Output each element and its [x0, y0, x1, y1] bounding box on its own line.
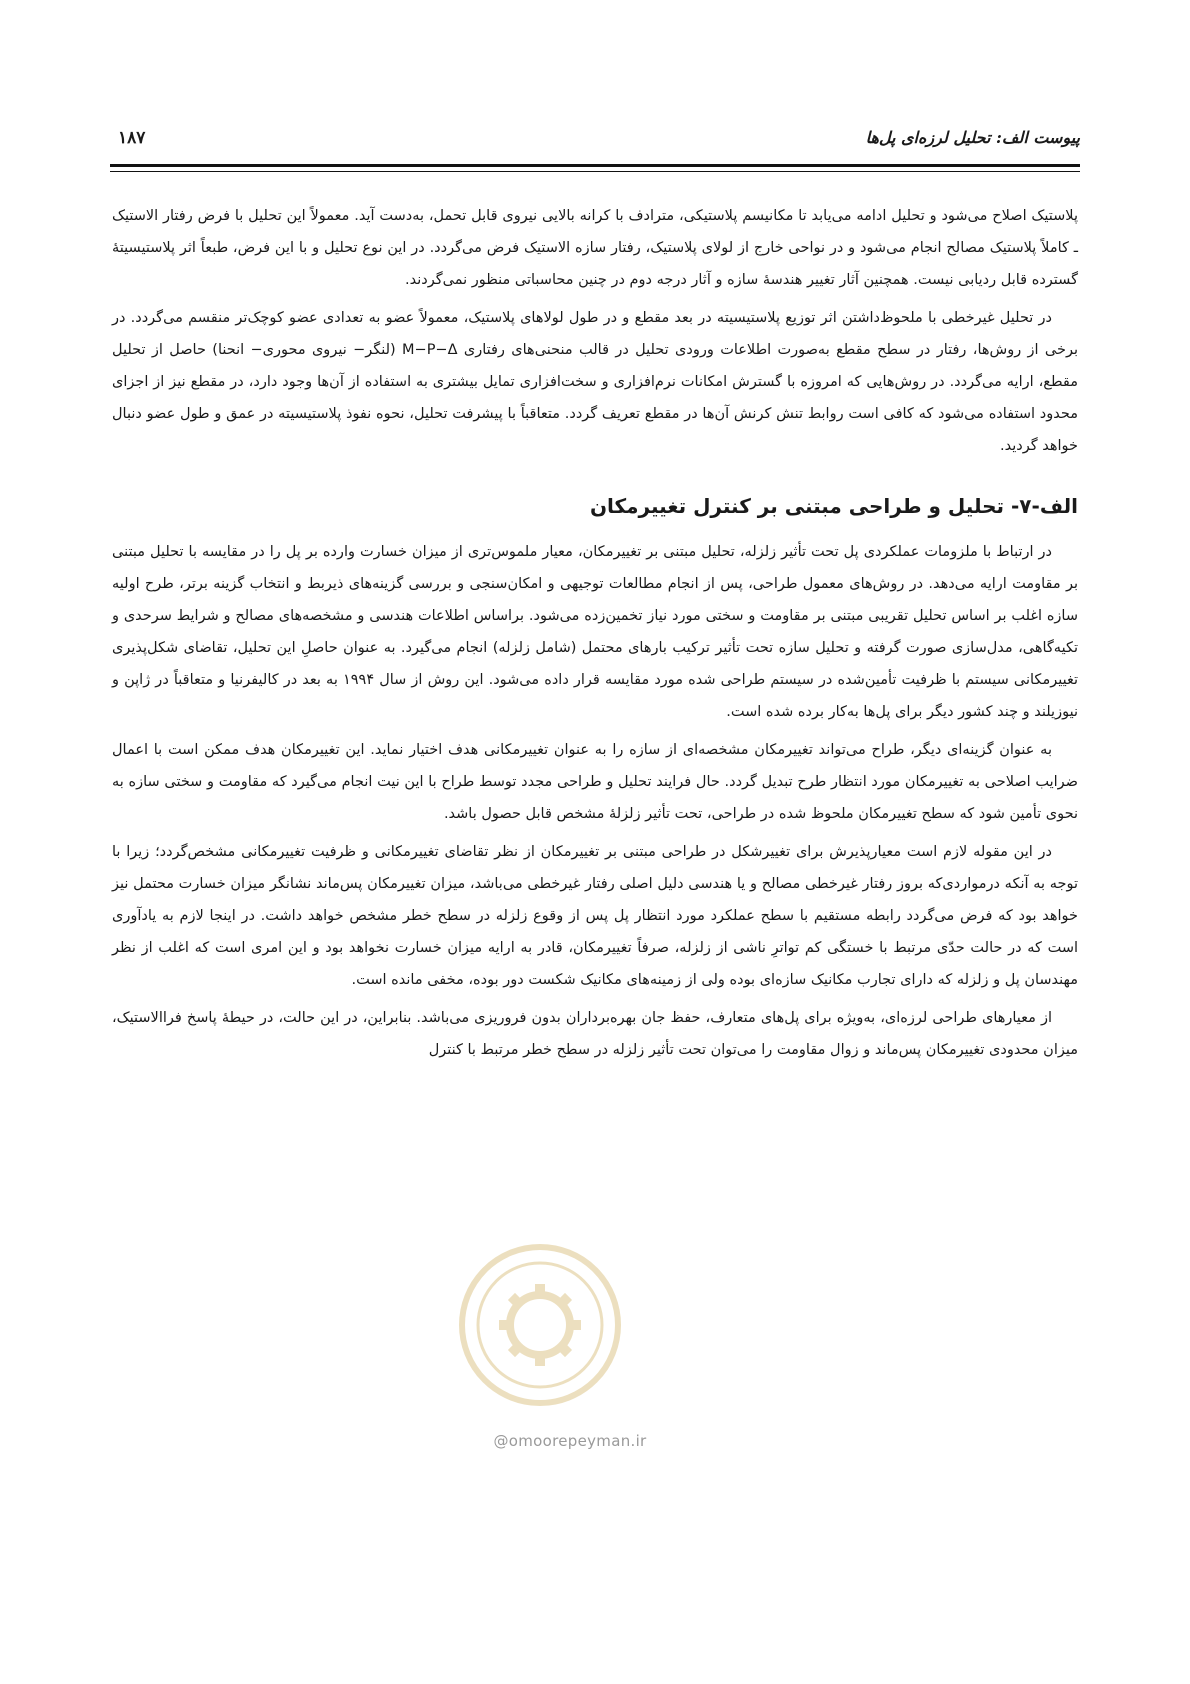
- paragraph: در تحلیل غیرخطی با ملحوظ‌داشتن اثر توزیع پلاستیسیته در بعد مقطع و در طول لولاهای پلاستیک، معمولاً عضو به تعدادی عضو کوچک‌تر منقسم می‌گردد. در برخی از روش‌ها، رفتار در سطح مقطع به‌صورت اطلاعات ورودی تحلیل در قالب منحنی‌های رفتاری M−P−Δ (لنگر− نیروی محوری− انحنا) حاصل از تحلیل مقطع، ارایه می‌گردد. در روش‌هایی که امروزه با گسترش امکانات نرم‌افزاری و سخت‌افزاری تمایل بیشتری به استفاده از آن‌ها وجود دارد، در مقطع نیز از اجزای محدود استفاده می‌شود که کافی است روابط تنش کرنش آن‌ها در مقطع تعریف گردد. متعاقباً با پیشرفت تحلیل، نحوه نفوذ پلاستیسیته در عمق و طول عضو دنبال خواهد گردید.: [112, 310, 1079, 454]
- paragraph: پلاستیک اصلاح می‌شود و تحلیل ادامه می‌یابد تا مکانیسم پلاستیکی، مترادف با کرانه بالایی نیروی قابل تحمل، به‌دست آید. معمولاً این تحلیل با فرض رفتار الاستیک ـ کاملاً پلاستیک مصالح انجام می‌شود و در نواحی خارج از لولای پلاستیک، رفتار سازه الاستیک فرض می‌گردد. در این نوع تحلیل و با این فرض، طبعاً اثر پلاستیسیتهٔ گسترده قابل ردیابی نیست. همچنین آثار تغییر هندسهٔ سازه و آثار درجه دوم در چنین محاسباتی منظور نمی‌گردند.: [112, 208, 1078, 288]
- paragraph: به عنوان گزینه‌ای دیگر، طراح می‌تواند تغییرمکان مشخصه‌ای از سازه را به عنوان تغییرمکانی هدف اختیار نماید. این تغییرمکان هدف ممکن است با اعمال ضرایب اصلاحی به تغییرمکان مورد انتظار طرح تبدیل گردد. حال فرایند تحلیل و طراحی مجدد توسط طراح با این نیت انجام می‌گیرد که مقاومت و سختی سازه به نحوی تأمین شود که سطح تغییرمکان ملحوظ شده در طراحی، تحت تأثیر زلزلهٔ مشخص قابل حصول باشد.: [112, 742, 1078, 822]
- running-header: [110, 128, 1080, 158]
- watermark-url: @omoorepeyman.ir: [493, 1432, 647, 1450]
- running-header-title: پیوست الف: تحلیل لرزه‌ای پل‌ها: [865, 128, 1080, 147]
- header-rule-thin: [110, 171, 1080, 172]
- paragraph: از معیارهای طراحی لرزه‌ای، به‌ویژه برای پل‌های متعارف، حفظ جان بهره‌برداران بدون فروریزی می‌باشد. بنابراین، در این حالت، در حیطهٔ پاسخ فراالاستیک، میزان محدودی تغییرمکان پس‌ماند و زوال مقاومت را می‌توان تحت تأثیر زلزله در سطح خطر مرتبط با کنترل: [112, 1010, 1078, 1058]
- page-number: ۱۸۷: [118, 128, 146, 148]
- section-heading: الف-۷- تحلیل و طراحی مبتنی بر کنترل تغییرمکان: [589, 494, 1078, 518]
- header-rule-thick: [110, 164, 1080, 167]
- body-text: [112, 200, 1078, 1072]
- paragraph: در این مقوله لازم است معیارپذیرش برای تغییرشکل در طراحی مبتنی بر تغییرمکان از نظر تقاضای تغییرمکانی و ظرفیت تغییرمکانی مشخص‌گردد؛ زیرا با توجه به آنکه درمواردی‌که بروز رفتار غیرخطی مصالح و یا هندسی دلیل اصلی رفتار غیرخطی می‌باشد، میزان تغییرمکان پس‌ماند نشانگر میزان خسارت محتمل نیز خواهد بود که فرض می‌گردد رابطه مستقیم با سطح عملکرد مورد انتظار پل پس از وقوع زلزله در سطح خطر مشخص خواهد داشت. در اینجا لازم به یادآوری است که در حالت حدّی مرتبط با خستگی کم تواترِ ناشی از زلزله، صرفاً تغییرمکان، قادر به ارایه میزان خسارت نخواهد بود و این امری است که اغلب از نظر مهندسان پل و زلزله که دارای تجارب مکانیک سازه‌ای بوده ولی از زمینه‌های مکانیک شکست دور بوده، مخفی مانده است.: [112, 844, 1078, 988]
- paragraph: در ارتباط با ملزومات عملکردی پل تحت تأثیر زلزله، تحلیل مبتنی بر تغییرمکان، معیار ملموس‌تری از میزان خسارت وارده بر پل را در مقایسه با تحلیل مبتنی بر مقاومت ارایه می‌دهد. در روش‌های معمول طراحی، پس از انجام مطالعات توجیهی و امکان‌سنجی و بررسی گزینه‌های ذیربط و انتخاب گزینه برتر، طرح اولیه سازه اغلب بر اساس تحلیل تقریبی مبتنی بر مقاومت و سختی مورد نیاز تخمین‌زده می‌شود. براساس اطلاعات هندسی و مشخصه‌های مصالح و شرایط سرحدی و تکیه‌گاهی، مدل‌سازی صورت گرفته و تحلیل سازه تحت تأثیر ترکیب بارهای محتمل (شامل زلزله) انجام می‌گیرد. به عنوان حاصلِ این تحلیل، تقاضای شکل‌پذیری تغییرمکانی سیستم با ظرفیت تأمین‌شده در سیستم طراحی شده مورد مقایسه قرار داده می‌شود. این روش از سال ۱۹۹۴ به بعد در کالیفرنیا و متعاقباً در ژاپن و نیوزیلند و چند کشور دیگر برای پل‌ها به‌کار برده شده است.: [112, 544, 1078, 720]
- watermark-seal-icon: [455, 1240, 625, 1410]
